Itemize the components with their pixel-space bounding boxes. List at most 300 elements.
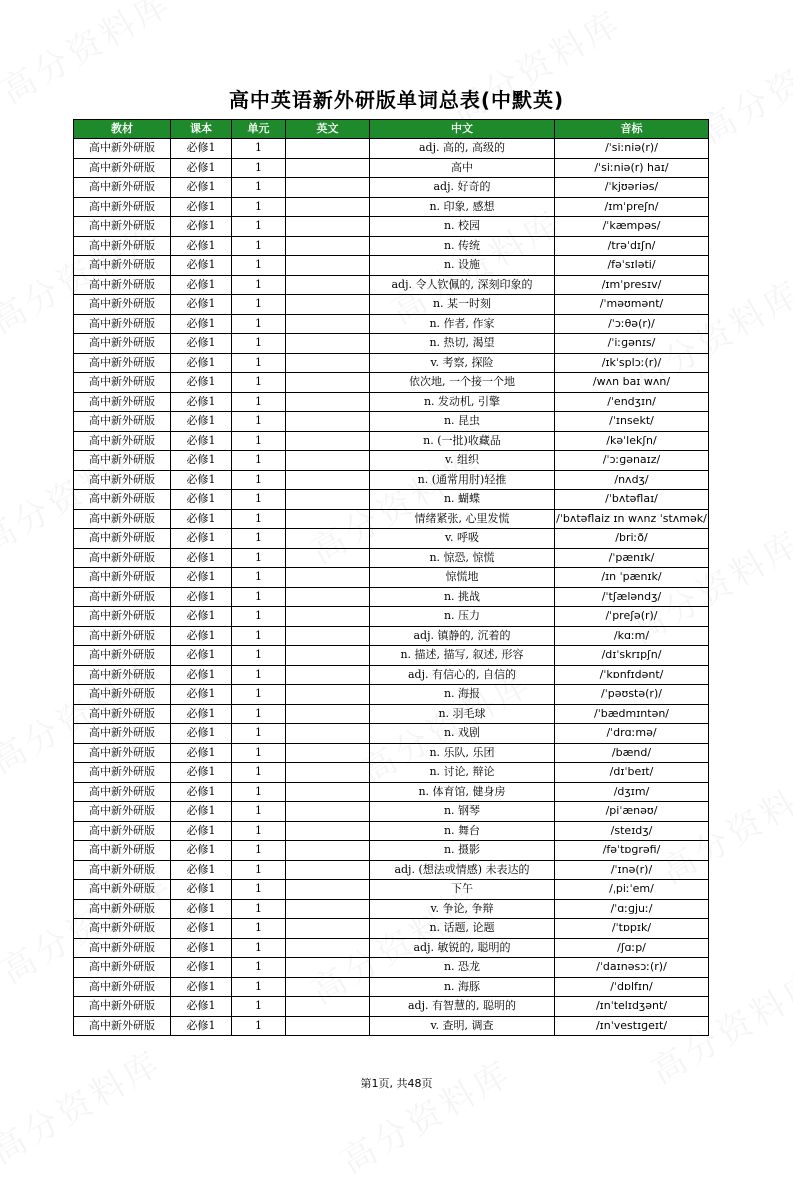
- cell-english: [286, 841, 370, 861]
- cell-english: [286, 938, 370, 958]
- cell-phonetic: /ɪkˈsplɔː(r)/: [555, 353, 709, 373]
- cell-book: 必修1: [171, 373, 232, 393]
- cell-english: [286, 490, 370, 510]
- cell-book: 必修1: [171, 841, 232, 861]
- cell-book: 必修1: [171, 821, 232, 841]
- cell-unit: 1: [232, 782, 286, 802]
- cell-unit: 1: [232, 412, 286, 432]
- cell-chinese: v. 查明, 调查: [370, 1016, 555, 1036]
- cell-chinese: n. 描述, 描写, 叙述, 形容: [370, 646, 555, 666]
- cell-phonetic: /ˈkɒnfɪdənt/: [555, 665, 709, 685]
- cell-book: 必修1: [171, 724, 232, 744]
- cell-chinese: n. 印象, 感想: [370, 197, 555, 217]
- table-row: [74, 587, 709, 607]
- cell-book: 必修1: [171, 392, 232, 412]
- table-row: [74, 607, 709, 627]
- cell-phonetic: /trəˈdɪʃn/: [555, 236, 709, 256]
- cell-textbook: 高中新外研版: [74, 841, 171, 861]
- cell-unit: 1: [232, 568, 286, 588]
- cell-english: [286, 509, 370, 529]
- cell-phonetic: /ˈɔːɡənaɪz/: [555, 451, 709, 471]
- cell-phonetic: /ˈpreʃə(r)/: [555, 607, 709, 627]
- cell-english: [286, 470, 370, 490]
- cell-unit: 1: [232, 665, 286, 685]
- cell-textbook: 高中新外研版: [74, 314, 171, 334]
- cell-chinese: n. 话题, 论题: [370, 919, 555, 939]
- cell-phonetic: /kəˈlekʃn/: [555, 431, 709, 451]
- cell-book: 必修1: [171, 743, 232, 763]
- cell-textbook: 高中新外研版: [74, 256, 171, 276]
- cell-unit: 1: [232, 587, 286, 607]
- cell-book: 必修1: [171, 353, 232, 373]
- table-row: [74, 841, 709, 861]
- cell-phonetic: /briːð/: [555, 529, 709, 549]
- cell-phonetic: /fəˈsɪləti/: [555, 256, 709, 276]
- table-row: [74, 1016, 709, 1036]
- header-textbook: 教材: [74, 120, 171, 139]
- cell-unit: 1: [232, 509, 286, 529]
- cell-phonetic: /wʌn baɪ wʌn/: [555, 373, 709, 393]
- cell-textbook: 高中新外研版: [74, 548, 171, 568]
- cell-book: 必修1: [171, 587, 232, 607]
- cell-chinese: n. 海豚: [370, 977, 555, 997]
- cell-book: 必修1: [171, 899, 232, 919]
- cell-phonetic: /ɪnˈtelɪdʒənt/: [555, 997, 709, 1017]
- cell-book: 必修1: [171, 860, 232, 880]
- table-row: [74, 724, 709, 744]
- cell-unit: 1: [232, 490, 286, 510]
- cell-textbook: 高中新外研版: [74, 704, 171, 724]
- cell-english: [286, 353, 370, 373]
- cell-english: [286, 392, 370, 412]
- cell-english: [286, 236, 370, 256]
- cell-chinese: n. 作者, 作家: [370, 314, 555, 334]
- watermark-text: [330, 1046, 519, 1183]
- cell-unit: 1: [232, 256, 286, 276]
- cell-chinese: n. (一批)收藏品: [370, 431, 555, 451]
- cell-phonetic: /fəˈtɒɡrəfi/: [555, 841, 709, 861]
- cell-textbook: 高中新外研版: [74, 275, 171, 295]
- cell-phonetic: /ˈbædmɪntən/: [555, 704, 709, 724]
- cell-english: [286, 529, 370, 549]
- cell-phonetic: /nʌdʒ/: [555, 470, 709, 490]
- cell-textbook: 高中新外研版: [74, 685, 171, 705]
- cell-phonetic: /dɪˈskrɪpʃn/: [555, 646, 709, 666]
- table-row: [74, 334, 709, 354]
- table-row: [74, 217, 709, 237]
- cell-unit: 1: [232, 529, 286, 549]
- cell-textbook: 高中新外研版: [74, 295, 171, 315]
- cell-phonetic: /ˈdaɪnəsɔː(r)/: [555, 958, 709, 978]
- cell-phonetic: /ˈkæmpəs/: [555, 217, 709, 237]
- cell-english: [286, 743, 370, 763]
- cell-english: [286, 197, 370, 217]
- cell-unit: 1: [232, 821, 286, 841]
- cell-chinese: n. 舞台: [370, 821, 555, 841]
- cell-unit: 1: [232, 197, 286, 217]
- cell-textbook: 高中新外研版: [74, 724, 171, 744]
- cell-textbook: 高中新外研版: [74, 509, 171, 529]
- table-row: [74, 802, 709, 822]
- table-row: [74, 899, 709, 919]
- table-row: [74, 880, 709, 900]
- cell-phonetic: /ˈɪnə(r)/: [555, 860, 709, 880]
- cell-chinese: 情绪紧张, 心里发慌: [370, 509, 555, 529]
- cell-book: 必修1: [171, 451, 232, 471]
- table-row: [74, 685, 709, 705]
- table-row: [74, 373, 709, 393]
- cell-book: 必修1: [171, 197, 232, 217]
- table-row: [74, 178, 709, 198]
- table-row: [74, 314, 709, 334]
- cell-phonetic: /ɪnˈvestɪɡeɪt/: [555, 1016, 709, 1036]
- cell-chinese: n. 校园: [370, 217, 555, 237]
- cell-book: 必修1: [171, 685, 232, 705]
- cell-chinese: n. 昆虫: [370, 412, 555, 432]
- cell-chinese: 下午: [370, 880, 555, 900]
- cell-textbook: 高中新外研版: [74, 158, 171, 178]
- cell-chinese: n. 蝴蝶: [370, 490, 555, 510]
- cell-english: [286, 548, 370, 568]
- table-row: [74, 997, 709, 1017]
- cell-textbook: 高中新外研版: [74, 353, 171, 373]
- cell-english: [286, 782, 370, 802]
- header-phonetic: 音标: [555, 120, 709, 139]
- cell-chinese: n. 挑战: [370, 587, 555, 607]
- cell-unit: 1: [232, 880, 286, 900]
- cell-textbook: 高中新外研版: [74, 334, 171, 354]
- cell-chinese: n. 传统: [370, 236, 555, 256]
- cell-textbook: 高中新外研版: [74, 431, 171, 451]
- cell-english: [286, 821, 370, 841]
- cell-unit: 1: [232, 295, 286, 315]
- cell-textbook: 高中新外研版: [74, 646, 171, 666]
- cell-phonetic: /ʃɑːp/: [555, 938, 709, 958]
- cell-chinese: n. 体育馆, 健身房: [370, 782, 555, 802]
- cell-unit: 1: [232, 763, 286, 783]
- cell-chinese: n. 恐龙: [370, 958, 555, 978]
- cell-textbook: 高中新外研版: [74, 919, 171, 939]
- cell-chinese: n. 热切, 渴望: [370, 334, 555, 354]
- cell-english: [286, 373, 370, 393]
- cell-english: [286, 587, 370, 607]
- cell-phonetic: /ˈtʃæləndʒ/: [555, 587, 709, 607]
- table-row: [74, 938, 709, 958]
- cell-chinese: adj. 高的, 高级的: [370, 139, 555, 159]
- cell-english: [286, 412, 370, 432]
- cell-chinese: adj. (想法或情感) 未表达的: [370, 860, 555, 880]
- cell-textbook: 高中新外研版: [74, 665, 171, 685]
- cell-chinese: n. 乐队, 乐团: [370, 743, 555, 763]
- cell-unit: 1: [232, 646, 286, 666]
- page-title: 高中英语新外研版单词总表(中默英): [228, 88, 565, 112]
- cell-textbook: 高中新外研版: [74, 938, 171, 958]
- cell-unit: 1: [232, 373, 286, 393]
- cell-book: 必修1: [171, 509, 232, 529]
- cell-book: 必修1: [171, 295, 232, 315]
- table-row: [74, 743, 709, 763]
- cell-textbook: 高中新外研版: [74, 451, 171, 471]
- cell-phonetic: /ˈpænɪk/: [555, 548, 709, 568]
- cell-english: [286, 802, 370, 822]
- table-row: [74, 197, 709, 217]
- header-book: 课本: [171, 120, 232, 139]
- table-header-row: [74, 120, 709, 139]
- cell-unit: 1: [232, 275, 286, 295]
- cell-chinese: v. 组织: [370, 451, 555, 471]
- cell-phonetic: /dɪˈbeɪt/: [555, 763, 709, 783]
- cell-textbook: 高中新外研版: [74, 763, 171, 783]
- cell-chinese: n. 戏剧: [370, 724, 555, 744]
- cell-phonetic: /ˈiːɡənɪs/: [555, 334, 709, 354]
- cell-book: 必修1: [171, 665, 232, 685]
- cell-phonetic: /ˈkjʊəriəs/: [555, 178, 709, 198]
- cell-book: 必修1: [171, 997, 232, 1017]
- cell-unit: 1: [232, 236, 286, 256]
- cell-chinese: n. (通常用肘)轻推: [370, 470, 555, 490]
- cell-phonetic: /ˈtɒpɪk/: [555, 919, 709, 939]
- cell-book: 必修1: [171, 704, 232, 724]
- cell-english: [286, 568, 370, 588]
- table-row: [74, 763, 709, 783]
- cell-english: [286, 899, 370, 919]
- cell-book: 必修1: [171, 490, 232, 510]
- table-body: [74, 139, 709, 1036]
- cell-textbook: 高中新外研版: [74, 490, 171, 510]
- cell-unit: 1: [232, 704, 286, 724]
- table-row: [74, 548, 709, 568]
- cell-textbook: 高中新外研版: [74, 470, 171, 490]
- cell-textbook: 高中新外研版: [74, 1016, 171, 1036]
- cell-textbook: 高中新外研版: [74, 958, 171, 978]
- cell-phonetic: /ˈɑːɡjuː/: [555, 899, 709, 919]
- cell-english: [286, 256, 370, 276]
- cell-book: 必修1: [171, 139, 232, 159]
- cell-unit: 1: [232, 314, 286, 334]
- cell-book: 必修1: [171, 919, 232, 939]
- cell-chinese: n. 某一时刻: [370, 295, 555, 315]
- table-row: [74, 665, 709, 685]
- cell-english: [286, 977, 370, 997]
- cell-chinese: v. 考察, 探险: [370, 353, 555, 373]
- cell-phonetic: /kɑːm/: [555, 626, 709, 646]
- cell-textbook: 高中新外研版: [74, 743, 171, 763]
- cell-textbook: 高中新外研版: [74, 860, 171, 880]
- cell-textbook: 高中新外研版: [74, 529, 171, 549]
- cell-phonetic: /ˈɪnsekt/: [555, 412, 709, 432]
- header-unit: 单元: [232, 120, 286, 139]
- cell-book: 必修1: [171, 607, 232, 627]
- cell-english: [286, 295, 370, 315]
- header-chinese: 中文: [370, 120, 555, 139]
- cell-phonetic: /dʒɪm/: [555, 782, 709, 802]
- cell-textbook: 高中新外研版: [74, 197, 171, 217]
- cell-chinese: n. 羽毛球: [370, 704, 555, 724]
- cell-unit: 1: [232, 958, 286, 978]
- cell-unit: 1: [232, 802, 286, 822]
- table-row: [74, 470, 709, 490]
- table-row: [74, 821, 709, 841]
- cell-chinese: n. 设施: [370, 256, 555, 276]
- cell-book: 必修1: [171, 977, 232, 997]
- cell-english: [286, 646, 370, 666]
- cell-unit: 1: [232, 334, 286, 354]
- cell-book: 必修1: [171, 626, 232, 646]
- cell-chinese: n. 讨论, 辩论: [370, 763, 555, 783]
- cell-book: 必修1: [171, 236, 232, 256]
- cell-phonetic: /ˈdɒlfɪn/: [555, 977, 709, 997]
- cell-book: 必修1: [171, 334, 232, 354]
- cell-english: [286, 431, 370, 451]
- cell-book: 必修1: [171, 470, 232, 490]
- table-row: [74, 256, 709, 276]
- table-row: [74, 392, 709, 412]
- cell-chinese: 依次地, 一个接一个地: [370, 373, 555, 393]
- cell-book: 必修1: [171, 158, 232, 178]
- cell-phonetic: /ˈsiːniə(r) haɪ/: [555, 158, 709, 178]
- cell-book: 必修1: [171, 217, 232, 237]
- cell-textbook: 高中新外研版: [74, 178, 171, 198]
- cell-unit: 1: [232, 977, 286, 997]
- cell-phonetic: /ˈbʌtəflaɪ/: [555, 490, 709, 510]
- cell-english: [286, 314, 370, 334]
- vocabulary-table: [73, 119, 709, 1036]
- cell-textbook: 高中新外研版: [74, 587, 171, 607]
- cell-english: [286, 704, 370, 724]
- cell-english: [286, 334, 370, 354]
- cell-phonetic: /ɪmˈpreʃn/: [555, 197, 709, 217]
- table-row: [74, 626, 709, 646]
- table-row: [74, 490, 709, 510]
- cell-chinese: v. 呼吸: [370, 529, 555, 549]
- cell-textbook: 高中新外研版: [74, 607, 171, 627]
- cell-unit: 1: [232, 158, 286, 178]
- table-row: [74, 412, 709, 432]
- cell-chinese: v. 争论, 争辩: [370, 899, 555, 919]
- table-row: [74, 451, 709, 471]
- cell-unit: 1: [232, 626, 286, 646]
- cell-english: [286, 724, 370, 744]
- cell-english: [286, 158, 370, 178]
- table-row: [74, 704, 709, 724]
- cell-textbook: 高中新外研版: [74, 236, 171, 256]
- cell-textbook: 高中新外研版: [74, 899, 171, 919]
- cell-chinese: adj. 有信心的, 自信的: [370, 665, 555, 685]
- cell-unit: 1: [232, 919, 286, 939]
- cell-english: [286, 958, 370, 978]
- watermark-text: [0, 1036, 170, 1173]
- cell-phonetic: /ˈsiːniə(r)/: [555, 139, 709, 159]
- cell-english: [286, 607, 370, 627]
- cell-phonetic: /steɪdʒ/: [555, 821, 709, 841]
- page-footer: 第1页, 共48页: [360, 1077, 433, 1090]
- cell-textbook: 高中新外研版: [74, 821, 171, 841]
- cell-unit: 1: [232, 548, 286, 568]
- cell-book: 必修1: [171, 958, 232, 978]
- watermark-text: [440, 0, 629, 133]
- cell-english: [286, 880, 370, 900]
- cell-phonetic: /ɪmˈpresɪv/: [555, 275, 709, 295]
- cell-unit: 1: [232, 451, 286, 471]
- cell-english: [286, 1016, 370, 1036]
- table-row: [74, 353, 709, 373]
- cell-book: 必修1: [171, 938, 232, 958]
- cell-textbook: 高中新外研版: [74, 412, 171, 432]
- cell-unit: 1: [232, 470, 286, 490]
- cell-textbook: 高中新外研版: [74, 568, 171, 588]
- cell-phonetic: /ˈməʊmənt/: [555, 295, 709, 315]
- cell-textbook: 高中新外研版: [74, 802, 171, 822]
- cell-unit: 1: [232, 1016, 286, 1036]
- cell-book: 必修1: [171, 763, 232, 783]
- table-row: [74, 568, 709, 588]
- table-row: [74, 977, 709, 997]
- cell-english: [286, 860, 370, 880]
- cell-phonetic: /ˈbʌtəflaiz ɪn wʌnz ˈstʌmək/: [555, 509, 709, 529]
- cell-english: [286, 685, 370, 705]
- cell-book: 必修1: [171, 314, 232, 334]
- cell-english: [286, 178, 370, 198]
- cell-book: 必修1: [171, 782, 232, 802]
- cell-book: 必修1: [171, 275, 232, 295]
- cell-english: [286, 763, 370, 783]
- table-row: [74, 958, 709, 978]
- cell-english: [286, 275, 370, 295]
- table-row: [74, 275, 709, 295]
- table-row: [74, 431, 709, 451]
- cell-english: [286, 665, 370, 685]
- cell-phonetic: /bænd/: [555, 743, 709, 763]
- table-row: [74, 295, 709, 315]
- cell-unit: 1: [232, 997, 286, 1017]
- cell-textbook: 高中新外研版: [74, 977, 171, 997]
- cell-unit: 1: [232, 431, 286, 451]
- cell-book: 必修1: [171, 880, 232, 900]
- cell-textbook: 高中新外研版: [74, 997, 171, 1017]
- cell-chinese: n. 海报: [370, 685, 555, 705]
- cell-textbook: 高中新外研版: [74, 626, 171, 646]
- cell-unit: 1: [232, 685, 286, 705]
- cell-unit: 1: [232, 899, 286, 919]
- cell-unit: 1: [232, 841, 286, 861]
- cell-chinese: adj. 令人钦佩的, 深刻印象的: [370, 275, 555, 295]
- cell-unit: 1: [232, 392, 286, 412]
- table-row: [74, 919, 709, 939]
- header-english: 英文: [286, 120, 370, 139]
- cell-phonetic: /ˈpəʊstə(r)/: [555, 685, 709, 705]
- cell-book: 必修1: [171, 1016, 232, 1036]
- table-row: [74, 158, 709, 178]
- cell-unit: 1: [232, 217, 286, 237]
- table-row: [74, 509, 709, 529]
- cell-english: [286, 997, 370, 1017]
- cell-textbook: 高中新外研版: [74, 373, 171, 393]
- cell-phonetic: /ˈdrɑːmə/: [555, 724, 709, 744]
- cell-chinese: n. 摄影: [370, 841, 555, 861]
- cell-book: 必修1: [171, 431, 232, 451]
- cell-book: 必修1: [171, 256, 232, 276]
- cell-book: 必修1: [171, 802, 232, 822]
- cell-unit: 1: [232, 860, 286, 880]
- cell-chinese: n. 钢琴: [370, 802, 555, 822]
- table-row: [74, 860, 709, 880]
- cell-phonetic: /piˈænəʊ/: [555, 802, 709, 822]
- cell-chinese: 高中: [370, 158, 555, 178]
- cell-phonetic: /ˌpiːˈem/: [555, 880, 709, 900]
- cell-phonetic: /ˈɔːθə(r)/: [555, 314, 709, 334]
- cell-phonetic: /ˈendʒɪn/: [555, 392, 709, 412]
- cell-unit: 1: [232, 938, 286, 958]
